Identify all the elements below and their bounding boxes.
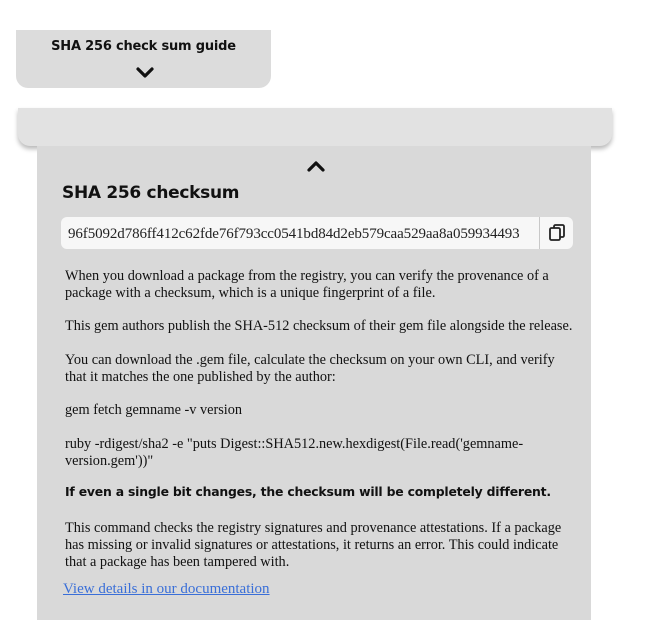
documentation-link[interactable]: View details in our documentation: [63, 581, 270, 597]
signature-note: This command checks the registry signatures and provenance attestations. If a package has missing or invalid signatures or attestations, it returns an error. This could indicate that a package has been tampered with.: [65, 520, 562, 570]
panel-title: SHA 256 checksum: [62, 183, 240, 203]
checksum-guide-tab[interactable]: [16, 30, 271, 88]
checksum-value: 96f5092d786ff412c62fde76f793cc0541bd84d2eb579caa529aa8a059934493: [68, 226, 520, 242]
digest-command: ruby -rdigest/sha2 -e "puts Digest::SHA512.new.hexdigest(File.read('gemname-version.gem'))": [65, 436, 524, 469]
intro-paragraph: When you download a package from the registry, you can verify the provenance of a package with a checksum, which is a unique fingerprint of a file.: [65, 268, 549, 301]
fetch-command: gem fetch gemname -v version: [65, 402, 243, 418]
chevron-up-icon[interactable]: [305, 159, 327, 173]
checksum-panel: [37, 146, 591, 620]
verify-paragraph: You can download the .gem file, calculate the checksum on your own CLI, and verify that it matches the one published by the author:: [65, 352, 555, 385]
copy-icon: [547, 223, 567, 243]
guide-tab-title: SHA 256 check sum guide: [51, 39, 236, 54]
publish-paragraph: This gem authors publish the SHA-512 checksum of their gem file alongside the release.: [65, 318, 573, 334]
chevron-down-icon[interactable]: [135, 66, 155, 80]
checksum-warning: If even a single bit changes, the checksum will be completely different.: [65, 484, 551, 499]
checksum-field: [61, 217, 573, 249]
copy-checksum-button[interactable]: [539, 217, 573, 249]
panel-header-bar: [18, 108, 612, 146]
